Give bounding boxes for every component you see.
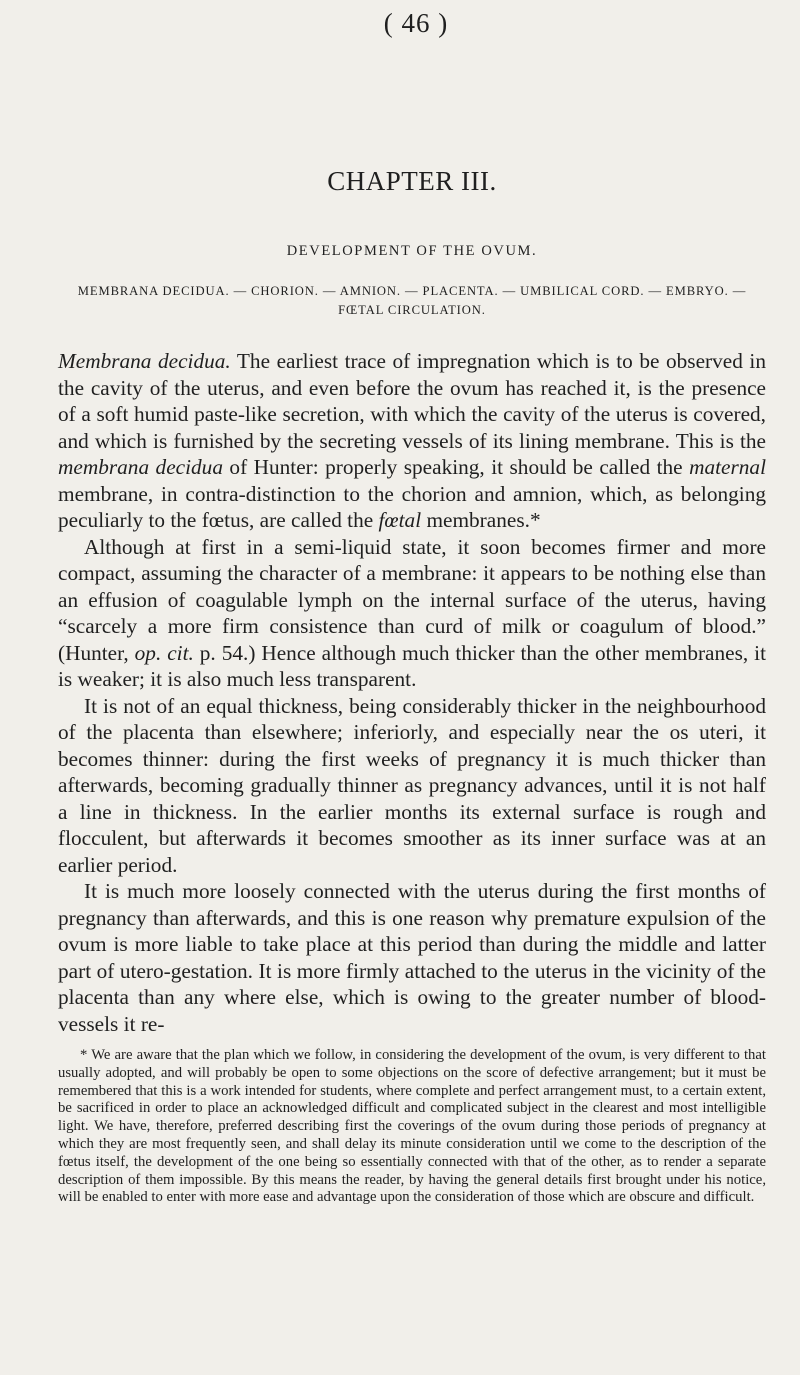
italic-term: fœtal [378, 508, 422, 532]
page-number: ( 46 ) [383, 8, 449, 38]
italic-term: membrana decidua [58, 455, 223, 479]
paragraph-lead: Membrana decidua. [58, 349, 231, 373]
text-run: The earliest trace of impregnation which is to be observed in the cavity of the uterus, and even before the ovum has reached it, is the presence of a soft humid paste-like secretion, with which the cavity of the uterus is covered, and which is furnished by the secreting vessels of its lining membrane. This is the [58, 349, 766, 453]
paragraph-2 [58, 534, 766, 693]
paragraph-1 [58, 348, 766, 534]
text-run: membranes.* [421, 508, 541, 532]
paragraph-4 [58, 878, 766, 1037]
chapter-contents: MEMBRANA DECIDUA. — CHORION. — AMNION. — PLACENTA. — UMBILICAL CORD. — EMBRYO. — FŒTAL CIRCULATION. [77, 284, 747, 317]
text-run: of Hunter: properly speaking, it should be called the [222, 455, 690, 479]
paragraph-3 [58, 693, 766, 879]
footnote: * We are aware that the plan which we follow, in considering the development of the ovum, is very different to that usually adopted, and will probably be open to some objections on the score of defective arrangement; but it must be remembered that this is a work intended for students, where complete and perfect arrangement must, to a certain extent, be sacrificed in order to place an acknowledged difficult and complicated subject in the clearest and most intelligible light. We have, therefore, preferred describing first the coverings of the ovum during those periods of pregnancy at which they are most frequently seen, and shall delay its minute consideration until we come to the description of the fœtus itself, the development of the one being so essentially connected with that of the other, as to render a separate description of them impossible. By this means the reader, by having the general details first brought under his notice, will be enabled to enter with more ease and advantage upon the consideration of those which are obscure and difficult. [58, 1047, 766, 1206]
text-run: Although at first in a semi-liquid state, it soon becomes firmer and more compact, assuming the character of a membrane: it appears to be nothing else than an effusion of coagulable lymph on the internal surface of the uterus, having “scarcely a more firm consistence than curd of milk or coagulum of blood.” (Hunter, [58, 534, 766, 665]
body-text [58, 348, 766, 1037]
chapter-title: CHAPTER III. [327, 166, 497, 196]
text-run: It is not of an equal thickness, being considerably thicker in the neighbourhood of the placenta than elsewhere; inferiorly, and especially near the os uteri, it becomes thinner: during the first weeks of pregnancy it is much thicker than afterwards, becoming gradually thinner as pregnancy advances, until it is not half a line in thickness. In the earlier months its external surface is rough and flocculent, but afterwards it becomes smoother as its inner surface was at an earlier period. [58, 693, 766, 877]
text-run: p. 54.) Hence although much thicker than the other membranes, it is weaker; it is also much less transparent. [58, 640, 767, 691]
section-title: DEVELOPMENT OF THE OVUM. [286, 243, 538, 259]
text-run: membrane, in contra-distinction to the chorion and amnion, which, as belonging peculiarly to the fœtus, are called the [58, 481, 766, 532]
italic-term: op. cit. [134, 640, 194, 665]
italic-term: maternal [689, 455, 766, 479]
text-run: It is much more loosely connected with the uterus during the first months of pregnancy than afterwards, and this is one reason why premature expulsion of the ovum is more liable to take place at this period than during the middle and latter part of utero-gestation. It is more firmly attached to the uterus in the vicinity of the placenta than any where else, which is owing to the greater number of blood-vessels it re- [58, 879, 766, 1036]
